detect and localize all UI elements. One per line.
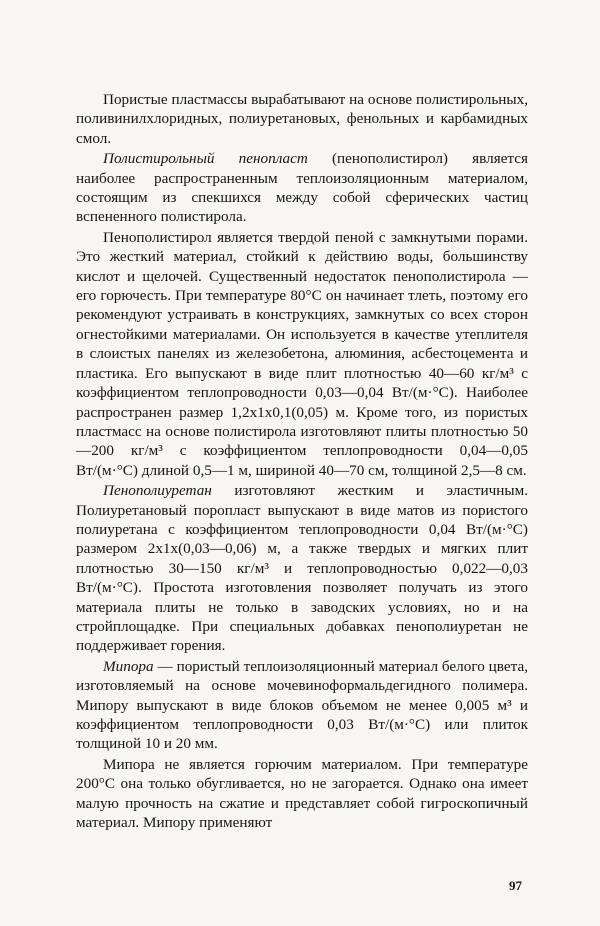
term-polyurethane-foam: Пенополиуретан <box>103 482 212 500</box>
paragraph-text: Пористые пластмассы вырабатывают на основе полистирольных, поливинилхлоридных, полиуретановых, фенольных и карбамидных смол. <box>76 91 528 147</box>
paragraph-polystyrene-foam <box>76 149 528 227</box>
paragraph-polyurethane-foam <box>76 481 528 656</box>
paragraph-text: Мипора не является горючим материалом. При температуре 200°С она только обугливается, но не загорается. Однако она имеет малую прочность на сжатие и представляет собой гигроскопичный материал. Мипору применяют <box>76 755 528 832</box>
paragraph-mipora <box>76 657 528 754</box>
page-number: 97 <box>509 878 522 893</box>
paragraph-text: изготовляют жестким и эластичным. Полиуретановый поропласт выпускают в виде матов из пористого полиуретана с коэффициентом теплопроводности 0,04 Вт/(м·°С) размером 2х1х(0,03—0,06) м, а также твердых и мягких плит плотностью 30—150 кг/м³ и теплопроводностью 0,022—0,03 Вт/(м·°С). Простота изготовления позволяет получать из этого материала плиты не только в заводских условиях, но и на стройплощадке. При специальных добавках пенополиуретан не поддерживает горения. <box>76 482 528 655</box>
paragraph-text: (пенополистирол) является наиболее распространенным теплоизоляционным материалом, состоящим из спекшихся между собой сферических частиц вспененного полистирола. <box>76 150 528 226</box>
paragraph-mipora-properties <box>76 755 528 833</box>
paragraph-porous-plastics <box>76 90 528 148</box>
paragraph-text: Пенополистирол является твердой пеной с замкнутыми порами. Это жесткий материал, стойкий к действию воды, большинству кислот и щелочей. Существенный недостаток пенополистирола — его горючесть. При температуре 80°С он начинает тлеть, поэтому его рекомендуют устраивать в конструкциях, замкнутых со всех сторон огнестойкими материалами. Он используется в качестве утеплителя в слоистых панелях из железобетона, алюминия, асбестоцемента и пластика. Его выпускают в виде плит плотностью 40—60 кг/м³ с коэффициентом теплопроводности 0,03—0,04 Вт/(м·°С). Наиболее распространен размер 1,2х1х0,1(0,05) м. Кроме того, из пористых пластмасс на основе полистирола изготовляют плиты плотностью 50—200 кг/м³ с коэффициентом теплопроводности 0,04—0,05 Вт/(м·°С) длиной 0,5—1 м, шириной 40—70 см, толщиной 2,5—8 см. <box>76 228 528 479</box>
term-mipora: Мипора <box>103 657 154 675</box>
paragraph-text: — пористый теплоизоляционный материал белого цвета, изготовляемый на основе мочевиноформальдегидного полимера. Мипору выпускают в виде блоков объемом не менее 0,005 м³ и коэффициентом теплопроводности 0,03 Вт/(м·°С) или плиток толщиной 10 и 20 мм. <box>76 657 528 753</box>
body-text <box>76 90 528 832</box>
term-polystyrene-foam: Полистирольный пенопласт <box>103 150 308 168</box>
paragraph-expanded-polystyrene <box>76 228 528 480</box>
